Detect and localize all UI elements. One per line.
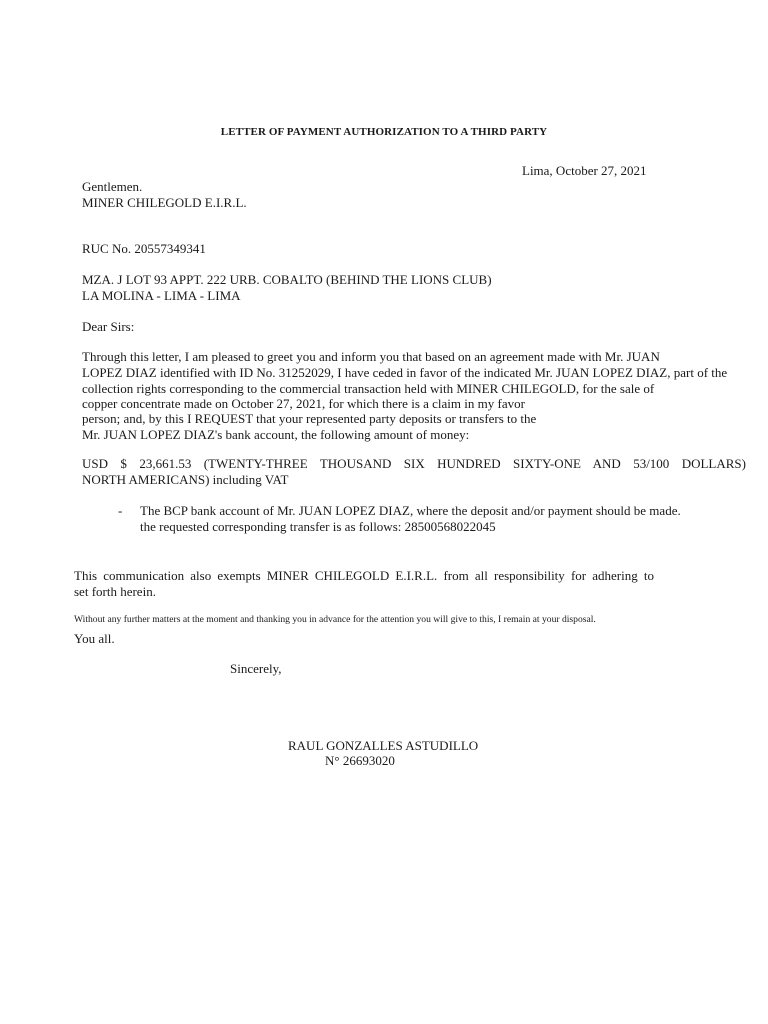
recipient-salutation: Gentlemen.: [82, 179, 143, 194]
recipient-address-line2: LA MOLINA - LIMA - LIMA: [82, 288, 241, 303]
exemption-line-2: set forth herein.: [74, 584, 156, 599]
bullet-marker: -: [118, 503, 123, 518]
signatory-name: RAUL GONZALLES ASTUDILLO: [288, 738, 479, 753]
body-line-2: LOPEZ DIAZ identified with ID No. 31252029, I have ceded in favor of the indicated Mr. JUAN LOPEZ DIAZ, part of the: [82, 365, 728, 380]
body-line-3: collection rights corresponding to the commercial transaction held with MINER CHILEGOLD, for the sale of: [82, 381, 655, 396]
bullet-line-1: The BCP bank account of Mr. JUAN LOPEZ DIAZ, where the deposit and/or payment should be made.: [140, 503, 681, 518]
body-line-6: Mr. JUAN LOPEZ DIAZ's bank account, the following amount of money:: [82, 427, 470, 442]
body-line-4: copper concentrate made on October 27, 2021, for which there is a claim in my favor: [82, 396, 525, 411]
valediction: Sincerely,: [230, 661, 282, 676]
recipient-ruc: RUC No. 20557349341: [82, 241, 206, 256]
exemption-block: [74, 568, 654, 584]
recipient-address-line1: MZA. J LOT 93 APPT. 222 URB. COBALTO (BEHIND THE LIONS CLUB): [82, 272, 492, 287]
amount-line-2: NORTH AMERICANS) including VAT: [82, 472, 289, 487]
letter-title: LETTER OF PAYMENT AUTHORIZATION TO A THIRD PARTY: [220, 126, 548, 138]
bullet-line-2: the requested corresponding transfer is as follows: 28500568022045: [140, 519, 496, 534]
body-line-1: Through this letter, I am pleased to greet you and inform you that based on an agreement made with Mr. JUAN: [82, 349, 660, 364]
closing-note-2: You all.: [74, 631, 115, 646]
amount-block: [82, 456, 746, 472]
greeting: Dear Sirs:: [82, 319, 135, 334]
recipient-company: MINER CHILEGOLD E.I.R.L.: [82, 195, 247, 210]
amount-line-1: USD $ 23,661.53 (TWENTY-THREE THOUSAND SIX HUNDRED SIXTY-ONE AND 53/100 DOLLARS): [82, 456, 746, 471]
closing-note: Without any further matters at the moment and thanking you in advance for the attention you will give to this, I remain at your disposal.: [74, 614, 596, 625]
exemption-line-1: This communication also exempts MINER CHILEGOLD E.I.R.L. from all responsibility for adhering to: [74, 568, 654, 583]
signatory-id: N° 26693020: [325, 753, 395, 768]
letter-date: Lima, October 27, 2021: [522, 163, 647, 178]
body-line-5: person; and, by this I REQUEST that your represented party deposits or transfers to the: [82, 411, 537, 426]
